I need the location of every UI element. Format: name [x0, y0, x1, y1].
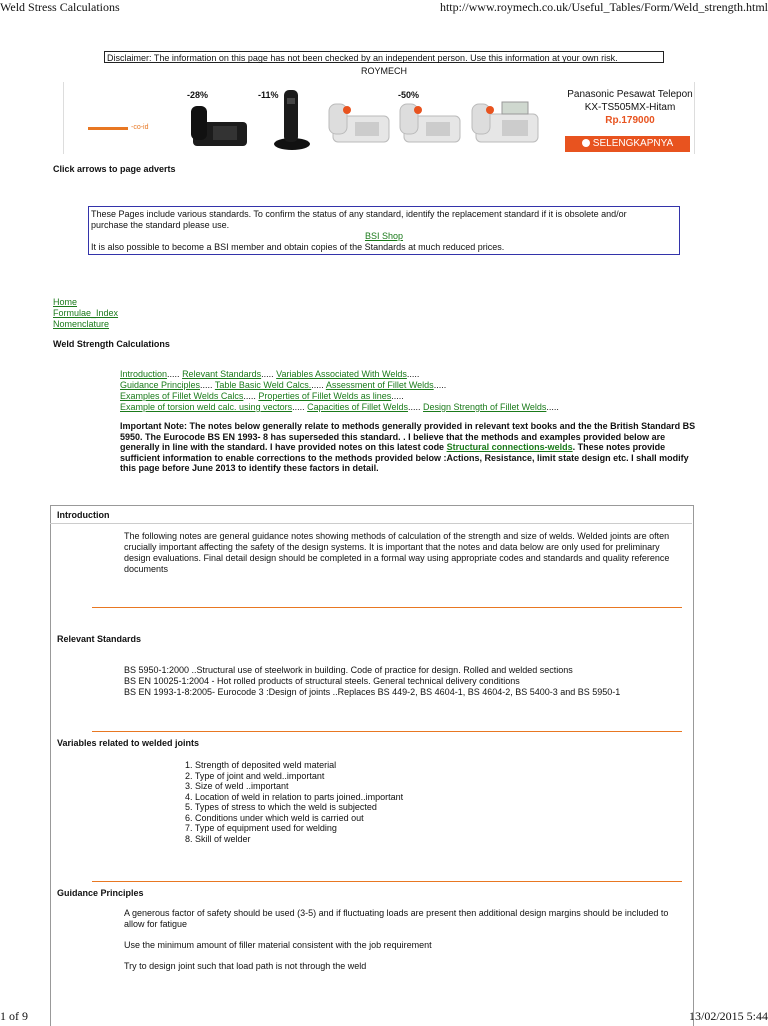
guidance-text: A generous factor of safety should be used (3-5) and if fluctuating loads are present then additional design margins should be included to allow for fatigue Use the minimum amount of filler material consistent with the job requirement Try to design joint such that load path is not through the weld [124, 908, 669, 971]
toc-examples[interactable]: Examples of Fillet Welds Calcs [120, 391, 244, 401]
document-title: Weld Stress Calculations [0, 0, 120, 14]
page-title: Weld Strength Calculations [53, 339, 170, 349]
cta-label: SELENGKAPNYA [592, 138, 674, 149]
site-name: ROYMECH [360, 66, 407, 76]
cordless-phone-image[interactable] [266, 88, 316, 152]
variables-list: 1. Strength of deposited weld material 2. Type of joint and weld..important 3. Size of weld ..important 4. Location of weld in relation to parts joined..important 5. Types of stress to which the weld is subjected 6. Conditions under which weld is carried out 7. Type of equipment used for welding 8. Skill of welder [185, 760, 404, 844]
arrow-circle-icon [582, 139, 590, 147]
toc-torsion[interactable]: Example of torsion weld calc. using vectors [120, 402, 293, 412]
toc-properties[interactable]: Properties of Fillet Welds as lines [258, 391, 392, 401]
table-of-contents: Introduction..... Relevant Standards..... Variables Associated With Welds..... Guidance Principles..... Table Basic Weld Calcs...... Assessment of Fillet Welds..... Examples of Fillet Welds Calcs..... Properties of Fillet Welds as lines..... Example of torsion weld calc. using vectors..... Capacities of Fillet Welds..... Design Strength of Fillet Welds..... [120, 369, 559, 412]
structural-connections-link[interactable]: Structural connections-welds [446, 442, 573, 452]
guidance-heading: Guidance Principles [57, 888, 144, 898]
nomenclature-link[interactable]: Nomenclature [53, 319, 110, 329]
selengkapnya-button[interactable] [565, 136, 690, 152]
disclaimer-text-before: Disclaimer: The information on this page has [107, 53, 288, 63]
variables-heading: Variables related to welded joints [57, 738, 200, 748]
toc-guidance[interactable]: Guidance Principles [120, 380, 201, 390]
disclaimer-not: not [287, 53, 300, 63]
important-note: Important Note: The notes below generally relate to methods generally provided in relevant text books and the the British Standard BS 5950. The Eurocode BS EN 1993- 8 has superseded this standard. . I believe that the methods and examples provided below are generally in line with the standard. I have provided notes on this latest code Structural connections-welds. These notes provide sufficient information to enable corrections to the methods provided below :Actions, Resistance, limit state design etc. I shall modify this page before June 2013 to identify these factors in detail. [120, 421, 696, 473]
divider [50, 523, 692, 524]
product-price: Rp.179000 [605, 115, 655, 126]
relevant-standards-heading: Relevant Standards [57, 634, 142, 644]
standards-note-line3: It is also possible to become a BSI member and obtain copies of the Standards at much reduced prices. [91, 242, 505, 252]
click-arrows-note: Click arrows to page adverts [53, 164, 176, 174]
advert-logo-bar [88, 127, 128, 130]
home-link[interactable]: Home [53, 297, 78, 307]
discount-label: -28% [187, 90, 209, 100]
page-url: http://www.roymech.co.uk/Useful_Tables/Form/Weld_strength.html [439, 0, 768, 14]
orange-divider [92, 731, 682, 732]
discount-label: -11% [258, 90, 279, 100]
formulae-index-link[interactable]: Formulae_Index [53, 308, 119, 318]
disclaimer-box [104, 51, 664, 63]
phone-product-image[interactable] [325, 96, 395, 146]
bsi-shop-link[interactable]: BSI Shop [364, 231, 404, 241]
toc-introduction[interactable]: Introduction [120, 369, 168, 379]
nav-links [53, 297, 118, 330]
standards-note-line2: purchase the standard please use. [91, 220, 230, 230]
orange-divider [92, 881, 682, 882]
standards-note-box [88, 206, 680, 255]
toc-assessment[interactable]: Assessment of Fillet Welds [325, 380, 434, 390]
phone-product-image[interactable] [396, 96, 466, 146]
product-title: Panasonic Pesawat Telepon [567, 89, 693, 100]
toc-relevant-standards[interactable]: Relevant Standards [182, 369, 262, 379]
advert-product-info [545, 88, 715, 127]
disclaimer-text-after: been checked by an independent person. Use this information at your own risk. [299, 53, 618, 63]
relevant-standards-list: BS 5950-1:2000 ..Structural use of steelwork in building. Code of practice for design. Rolled and welded sections BS EN 10025-1:2004 - Hot rolled products of structural steels. General technical delivery conditions BS EN 1993-1-8:2005- Eurocode 3 :Design of joints ..Replaces BS 449-2, BS 4604-1, BS 4604-2, BS 5400-3 and BS 5950-1 [124, 665, 621, 697]
discount-label: -50% [398, 90, 420, 100]
toc-design-strength[interactable]: Design Strength of Fillet Welds [423, 402, 547, 412]
phone-product-image[interactable] [187, 100, 253, 150]
product-model: KX-TS505MX-Hitam [584, 102, 676, 113]
toc-variables[interactable]: Variables Associated With Welds [276, 369, 407, 379]
orange-divider [92, 607, 682, 608]
phone-product-image[interactable] [468, 96, 544, 146]
advert-logo-text: -co-id [131, 124, 149, 131]
toc-table-basic[interactable]: Table Basic Weld Calcs. [214, 380, 312, 390]
introduction-heading: Introduction [57, 510, 110, 520]
print-datetime: 13/02/2015 5:44 [688, 1009, 768, 1023]
page-number: 1 of 9 [0, 1009, 28, 1023]
standards-note-line1: These Pages include various standards. To confirm the status of any standard, identify the replacement standard if it is obsolete and/or [91, 209, 627, 219]
toc-capacities[interactable]: Capacities of Fillet Welds [307, 402, 408, 412]
introduction-text: The following notes are general guidance notes showing methods of calculation of the strength and size of welds. Welded joints are often crucially important affecting the safety of the design systems. It is important that the notes and data below are only used for preliminary design evaluations. Final detail design should be completed in a formal way using appropriate codes and standards and quality reference documents [124, 531, 670, 574]
